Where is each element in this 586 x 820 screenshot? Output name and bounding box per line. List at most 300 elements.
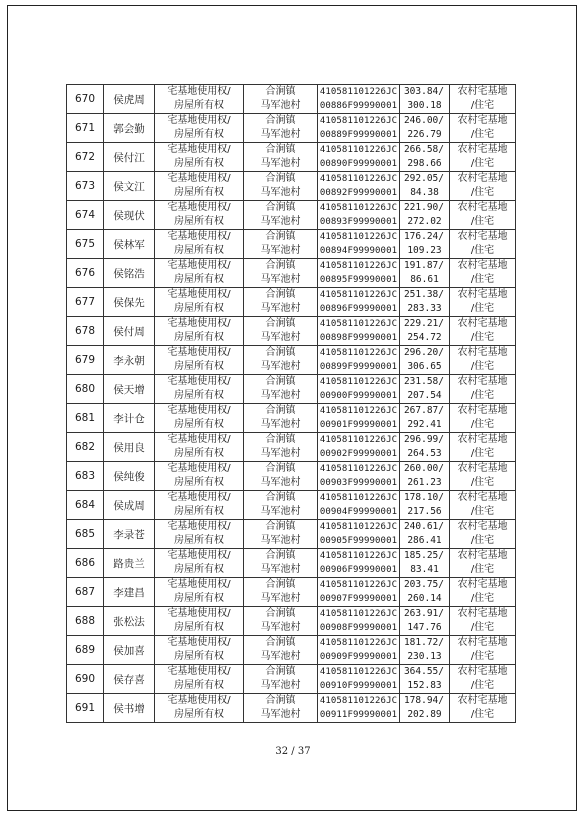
owner-name-cell xyxy=(104,375,155,404)
table-row xyxy=(67,375,516,404)
table-row xyxy=(67,694,516,723)
location-cell xyxy=(244,172,318,201)
right-type-line-1: 宅基地使用权/ xyxy=(167,695,231,706)
parcel-code-line-1: 410581101226JC xyxy=(319,667,398,677)
owner-name: 侯加喜 xyxy=(113,644,145,657)
usage-line-2: /住宅 xyxy=(470,506,495,517)
parcel-code-line-1: 410581101226JC xyxy=(319,87,398,97)
location-village: 马军池村 xyxy=(260,448,301,459)
parcel-code-line-2: 00889F99990001 xyxy=(319,130,398,140)
parcel-code-line-1: 410581101226JC xyxy=(319,116,398,126)
parcel-code-cell xyxy=(318,375,400,404)
owner-name: 李计仓 xyxy=(113,412,145,425)
parcel-code-cell xyxy=(318,230,400,259)
land-area: 240.61/ xyxy=(403,521,444,532)
usage-line-2: /住宅 xyxy=(470,303,495,314)
building-area: 254.72 xyxy=(407,332,442,343)
parcel-code-line-2: 00886F99990001 xyxy=(319,101,398,111)
table-row xyxy=(67,230,516,259)
row-number: 691 xyxy=(74,702,96,714)
row-number-cell xyxy=(67,346,104,375)
building-area: 83.41 xyxy=(410,564,439,575)
parcel-code-line-1: 410581101226JC xyxy=(319,551,398,561)
owner-name-cell xyxy=(104,491,155,520)
usage-cell xyxy=(450,288,516,317)
usage-cell xyxy=(450,665,516,694)
parcel-code-line-1: 410581101226JC xyxy=(319,232,398,242)
usage-cell xyxy=(450,520,516,549)
usage-line-1: 农村宅基地 xyxy=(457,376,508,387)
area-cell xyxy=(400,404,450,433)
usage-line-2: /住宅 xyxy=(470,274,495,285)
right-type-line-2: 房屋所有权 xyxy=(174,651,224,662)
area-cell xyxy=(400,143,450,172)
row-number: 683 xyxy=(74,470,96,482)
owner-name: 李永朝 xyxy=(113,354,145,367)
parcel-code-cell xyxy=(318,694,400,723)
right-type-line-1: 宅基地使用权/ xyxy=(167,289,231,300)
location-cell xyxy=(244,665,318,694)
location-cell xyxy=(244,578,318,607)
right-type-cell xyxy=(155,346,244,375)
right-type-line-1: 宅基地使用权/ xyxy=(167,347,231,358)
location-town: 合涧镇 xyxy=(265,492,296,503)
usage-line-2: /住宅 xyxy=(470,477,495,488)
parcel-code-line-1: 410581101226JC xyxy=(319,261,398,271)
building-area: 147.76 xyxy=(407,622,442,633)
building-area: 152.83 xyxy=(407,680,442,691)
usage-line-1: 农村宅基地 xyxy=(457,521,508,532)
usage-line-2: /住宅 xyxy=(470,709,495,720)
land-area: 176.24/ xyxy=(403,231,444,242)
right-type-cell xyxy=(155,230,244,259)
building-area: 298.66 xyxy=(407,158,442,169)
owner-name: 侯虎周 xyxy=(113,93,145,106)
right-type-cell xyxy=(155,259,244,288)
land-area: 246.00/ xyxy=(403,115,444,126)
building-area: 230.13 xyxy=(407,651,442,662)
parcel-code-cell xyxy=(318,114,400,143)
parcel-code-line-2: 00903F99990001 xyxy=(319,478,398,488)
right-type-cell xyxy=(155,491,244,520)
owner-name-cell xyxy=(104,143,155,172)
right-type-cell xyxy=(155,636,244,665)
owner-name: 侯用良 xyxy=(113,441,145,454)
usage-cell xyxy=(450,172,516,201)
usage-line-2: /住宅 xyxy=(470,332,495,343)
parcel-code-line-2: 00906F99990001 xyxy=(319,565,398,575)
building-area: 226.79 xyxy=(407,129,442,140)
usage-line-1: 农村宅基地 xyxy=(457,260,508,271)
building-area: 86.61 xyxy=(410,274,439,285)
location-town: 合涧镇 xyxy=(265,666,296,677)
area-cell xyxy=(400,607,450,636)
location-village: 马军池村 xyxy=(260,129,301,140)
parcel-code-line-1: 410581101226JC xyxy=(319,203,398,213)
owner-name-cell xyxy=(104,404,155,433)
right-type-line-2: 房屋所有权 xyxy=(174,187,224,198)
row-number: 689 xyxy=(74,644,96,656)
row-number-cell xyxy=(67,549,104,578)
right-type-line-1: 宅基地使用权/ xyxy=(167,231,231,242)
usage-cell xyxy=(450,317,516,346)
location-town: 合涧镇 xyxy=(265,579,296,590)
area-cell xyxy=(400,694,450,723)
owner-name: 侯付周 xyxy=(113,325,145,338)
right-type-line-2: 房屋所有权 xyxy=(174,100,224,111)
table-row xyxy=(67,404,516,433)
parcel-code-line-1: 410581101226JC xyxy=(319,435,398,445)
building-area: 292.41 xyxy=(407,419,442,430)
table-row xyxy=(67,346,516,375)
right-type-line-2: 房屋所有权 xyxy=(174,506,224,517)
location-cell xyxy=(244,694,318,723)
usage-line-2: /住宅 xyxy=(470,419,495,430)
location-cell xyxy=(244,520,318,549)
location-town: 合涧镇 xyxy=(265,202,296,213)
usage-line-1: 农村宅基地 xyxy=(457,492,508,503)
right-type-cell xyxy=(155,143,244,172)
right-type-line-1: 宅基地使用权/ xyxy=(167,550,231,561)
owner-name-cell xyxy=(104,578,155,607)
right-type-line-2: 房屋所有权 xyxy=(174,303,224,314)
right-type-line-2: 房屋所有权 xyxy=(174,361,224,372)
usage-line-1: 农村宅基地 xyxy=(457,173,508,184)
table-row xyxy=(67,114,516,143)
owner-name-cell xyxy=(104,520,155,549)
parcel-code-cell xyxy=(318,172,400,201)
parcel-code-line-1: 410581101226JC xyxy=(319,696,398,706)
right-type-line-1: 宅基地使用权/ xyxy=(167,608,231,619)
parcel-code-cell xyxy=(318,201,400,230)
row-number: 672 xyxy=(74,151,96,163)
right-type-line-2: 房屋所有权 xyxy=(174,448,224,459)
area-cell xyxy=(400,491,450,520)
owner-name-cell xyxy=(104,85,155,114)
usage-cell xyxy=(450,143,516,172)
land-area: 364.55/ xyxy=(403,666,444,677)
table-row xyxy=(67,636,516,665)
right-type-line-1: 宅基地使用权/ xyxy=(167,115,231,126)
owner-name: 郭会勤 xyxy=(113,122,145,135)
location-town: 合涧镇 xyxy=(265,347,296,358)
location-town: 合涧镇 xyxy=(265,434,296,445)
parcel-code-cell xyxy=(318,665,400,694)
parcel-code-line-2: 00894F99990001 xyxy=(319,246,398,256)
land-area: 178.10/ xyxy=(403,492,444,503)
row-number: 680 xyxy=(74,383,96,395)
usage-line-2: /住宅 xyxy=(470,564,495,575)
right-type-line-1: 宅基地使用权/ xyxy=(167,405,231,416)
usage-line-1: 农村宅基地 xyxy=(457,637,508,648)
land-area: 251.38/ xyxy=(403,289,444,300)
area-cell xyxy=(400,317,450,346)
area-cell xyxy=(400,578,450,607)
usage-line-1: 农村宅基地 xyxy=(457,115,508,126)
right-type-cell xyxy=(155,520,244,549)
location-cell xyxy=(244,549,318,578)
location-cell xyxy=(244,636,318,665)
usage-cell xyxy=(450,491,516,520)
parcel-code-cell xyxy=(318,636,400,665)
owner-name-cell xyxy=(104,549,155,578)
building-area: 306.65 xyxy=(407,361,442,372)
row-number-cell xyxy=(67,694,104,723)
land-area: 191.87/ xyxy=(403,260,444,271)
parcel-code-cell xyxy=(318,433,400,462)
usage-cell xyxy=(450,462,516,491)
location-town: 合涧镇 xyxy=(265,376,296,387)
parcel-code-line-2: 00896F99990001 xyxy=(319,304,398,314)
row-number-cell xyxy=(67,607,104,636)
row-number: 671 xyxy=(74,122,96,134)
owner-name: 路贵兰 xyxy=(113,557,145,570)
location-cell xyxy=(244,491,318,520)
location-town: 合涧镇 xyxy=(265,231,296,242)
building-area: 84.38 xyxy=(410,187,439,198)
row-number-cell xyxy=(67,462,104,491)
owner-name: 侯现伏 xyxy=(113,209,145,222)
location-village: 马军池村 xyxy=(260,100,301,111)
right-type-line-1: 宅基地使用权/ xyxy=(167,637,231,648)
location-village: 马军池村 xyxy=(260,709,301,720)
row-number: 676 xyxy=(74,267,96,279)
land-area: 181.72/ xyxy=(403,637,444,648)
area-cell xyxy=(400,346,450,375)
row-number-cell xyxy=(67,114,104,143)
usage-line-1: 农村宅基地 xyxy=(457,405,508,416)
parcel-code-line-1: 410581101226JC xyxy=(319,493,398,503)
parcel-code-line-2: 00892F99990001 xyxy=(319,188,398,198)
owner-name-cell xyxy=(104,317,155,346)
usage-cell xyxy=(450,85,516,114)
right-type-cell xyxy=(155,578,244,607)
usage-line-1: 农村宅基地 xyxy=(457,695,508,706)
parcel-code-line-2: 00899F99990001 xyxy=(319,362,398,372)
building-area: 283.33 xyxy=(407,303,442,314)
row-number-cell xyxy=(67,201,104,230)
right-type-line-1: 宅基地使用权/ xyxy=(167,260,231,271)
right-type-line-2: 房屋所有权 xyxy=(174,564,224,575)
location-village: 马军池村 xyxy=(260,593,301,604)
location-cell xyxy=(244,462,318,491)
location-village: 马军池村 xyxy=(260,332,301,343)
table-row xyxy=(67,317,516,346)
usage-cell xyxy=(450,404,516,433)
building-area: 202.89 xyxy=(407,709,442,720)
location-cell xyxy=(244,607,318,636)
right-type-line-1: 宅基地使用权/ xyxy=(167,434,231,445)
right-type-line-2: 房屋所有权 xyxy=(174,216,224,227)
table-row xyxy=(67,85,516,114)
parcel-code-cell xyxy=(318,143,400,172)
usage-cell xyxy=(450,694,516,723)
owner-name: 侯付江 xyxy=(113,151,145,164)
owner-name-cell xyxy=(104,114,155,143)
row-number-cell xyxy=(67,665,104,694)
row-number-cell xyxy=(67,375,104,404)
row-number: 674 xyxy=(74,209,96,221)
right-type-line-1: 宅基地使用权/ xyxy=(167,144,231,155)
right-type-cell xyxy=(155,462,244,491)
location-village: 马军池村 xyxy=(260,680,301,691)
usage-line-2: /住宅 xyxy=(470,245,495,256)
location-cell xyxy=(244,143,318,172)
usage-line-2: /住宅 xyxy=(470,680,495,691)
location-village: 马军池村 xyxy=(260,187,301,198)
table-row xyxy=(67,520,516,549)
parcel-code-cell xyxy=(318,578,400,607)
location-town: 合涧镇 xyxy=(265,86,296,97)
owner-name: 侯成周 xyxy=(113,499,145,512)
land-area: 292.05/ xyxy=(403,173,444,184)
usage-cell xyxy=(450,549,516,578)
page-number: 32 / 37 xyxy=(275,746,311,757)
land-area: 303.84/ xyxy=(403,86,444,97)
owner-name: 侯文江 xyxy=(113,180,145,193)
location-village: 马军池村 xyxy=(260,564,301,575)
parcel-code-cell xyxy=(318,607,400,636)
land-area: 185.25/ xyxy=(403,550,444,561)
usage-line-2: /住宅 xyxy=(470,187,495,198)
usage-cell xyxy=(450,607,516,636)
row-number: 670 xyxy=(74,93,96,105)
right-type-line-1: 宅基地使用权/ xyxy=(167,463,231,474)
parcel-code-line-1: 410581101226JC xyxy=(319,290,398,300)
area-cell xyxy=(400,201,450,230)
land-area: 260.00/ xyxy=(403,463,444,474)
location-village: 马军池村 xyxy=(260,622,301,633)
row-number: 688 xyxy=(74,615,96,627)
parcel-code-line-1: 410581101226JC xyxy=(319,638,398,648)
owner-name-cell xyxy=(104,288,155,317)
area-cell xyxy=(400,433,450,462)
building-area: 261.23 xyxy=(407,477,442,488)
usage-cell xyxy=(450,433,516,462)
parcel-code-line-1: 410581101226JC xyxy=(319,145,398,155)
location-cell xyxy=(244,317,318,346)
right-type-cell xyxy=(155,85,244,114)
parcel-code-line-2: 00910F99990001 xyxy=(319,681,398,691)
row-number: 686 xyxy=(74,557,96,569)
row-number: 690 xyxy=(74,673,96,685)
building-area: 272.02 xyxy=(407,216,442,227)
owner-name: 李建昌 xyxy=(113,586,145,599)
location-village: 马军池村 xyxy=(260,158,301,169)
area-cell xyxy=(400,636,450,665)
parcel-code-line-1: 410581101226JC xyxy=(319,377,398,387)
row-number-cell xyxy=(67,172,104,201)
owner-name: 侯纯俊 xyxy=(113,470,145,483)
row-number: 687 xyxy=(74,586,96,598)
land-area: 231.58/ xyxy=(403,376,444,387)
usage-cell xyxy=(450,346,516,375)
parcel-code-line-2: 00901F99990001 xyxy=(319,420,398,430)
location-cell xyxy=(244,346,318,375)
table-row xyxy=(67,665,516,694)
parcel-code-line-2: 00909F99990001 xyxy=(319,652,398,662)
usage-line-1: 农村宅基地 xyxy=(457,550,508,561)
owner-name: 李录苍 xyxy=(113,528,145,541)
location-cell xyxy=(244,114,318,143)
usage-line-1: 农村宅基地 xyxy=(457,666,508,677)
area-cell xyxy=(400,114,450,143)
land-area: 296.20/ xyxy=(403,347,444,358)
owner-name-cell xyxy=(104,462,155,491)
area-cell xyxy=(400,288,450,317)
parcel-code-line-2: 00908F99990001 xyxy=(319,623,398,633)
area-cell xyxy=(400,549,450,578)
location-town: 合涧镇 xyxy=(265,405,296,416)
right-type-cell xyxy=(155,404,244,433)
owner-name: 侯铭浩 xyxy=(113,267,145,280)
owner-name-cell xyxy=(104,346,155,375)
owner-name: 侯天增 xyxy=(113,383,145,396)
right-type-cell xyxy=(155,288,244,317)
owner-name-cell xyxy=(104,201,155,230)
usage-cell xyxy=(450,230,516,259)
owner-name: 侯保先 xyxy=(113,296,145,309)
building-area: 207.54 xyxy=(407,390,442,401)
right-type-line-2: 房屋所有权 xyxy=(174,477,224,488)
parcel-code-line-2: 00907F99990001 xyxy=(319,594,398,604)
land-area: 178.94/ xyxy=(403,695,444,706)
owner-name: 侯存喜 xyxy=(113,673,145,686)
row-number-cell xyxy=(67,143,104,172)
right-type-line-2: 房屋所有权 xyxy=(174,332,224,343)
usage-line-2: /住宅 xyxy=(470,100,495,111)
area-cell xyxy=(400,375,450,404)
right-type-line-1: 宅基地使用权/ xyxy=(167,173,231,184)
location-town: 合涧镇 xyxy=(265,550,296,561)
usage-cell xyxy=(450,114,516,143)
location-cell xyxy=(244,85,318,114)
right-type-line-2: 房屋所有权 xyxy=(174,593,224,604)
owner-name-cell xyxy=(104,694,155,723)
usage-cell xyxy=(450,578,516,607)
usage-line-1: 农村宅基地 xyxy=(457,434,508,445)
location-village: 马军池村 xyxy=(260,419,301,430)
parcel-code-cell xyxy=(318,520,400,549)
area-cell xyxy=(400,462,450,491)
right-type-cell xyxy=(155,201,244,230)
location-town: 合涧镇 xyxy=(265,637,296,648)
location-cell xyxy=(244,404,318,433)
right-type-cell xyxy=(155,375,244,404)
row-number: 675 xyxy=(74,238,96,250)
right-type-line-2: 房屋所有权 xyxy=(174,390,224,401)
right-type-line-2: 房屋所有权 xyxy=(174,129,224,140)
right-type-line-2: 房屋所有权 xyxy=(174,274,224,285)
parcel-code-line-1: 410581101226JC xyxy=(319,464,398,474)
building-area: 260.14 xyxy=(407,593,442,604)
location-town: 合涧镇 xyxy=(265,463,296,474)
location-cell xyxy=(244,201,318,230)
location-village: 马军池村 xyxy=(260,274,301,285)
parcel-code-line-1: 410581101226JC xyxy=(319,348,398,358)
row-number-cell xyxy=(67,85,104,114)
usage-line-1: 农村宅基地 xyxy=(457,463,508,474)
parcel-code-cell xyxy=(318,462,400,491)
parcel-code-line-2: 00902F99990001 xyxy=(319,449,398,459)
location-town: 合涧镇 xyxy=(265,608,296,619)
owner-name-cell xyxy=(104,433,155,462)
right-type-line-1: 宅基地使用权/ xyxy=(167,376,231,387)
area-cell xyxy=(400,259,450,288)
row-number: 679 xyxy=(74,354,96,366)
right-type-line-1: 宅基地使用权/ xyxy=(167,492,231,503)
right-type-line-1: 宅基地使用权/ xyxy=(167,318,231,329)
